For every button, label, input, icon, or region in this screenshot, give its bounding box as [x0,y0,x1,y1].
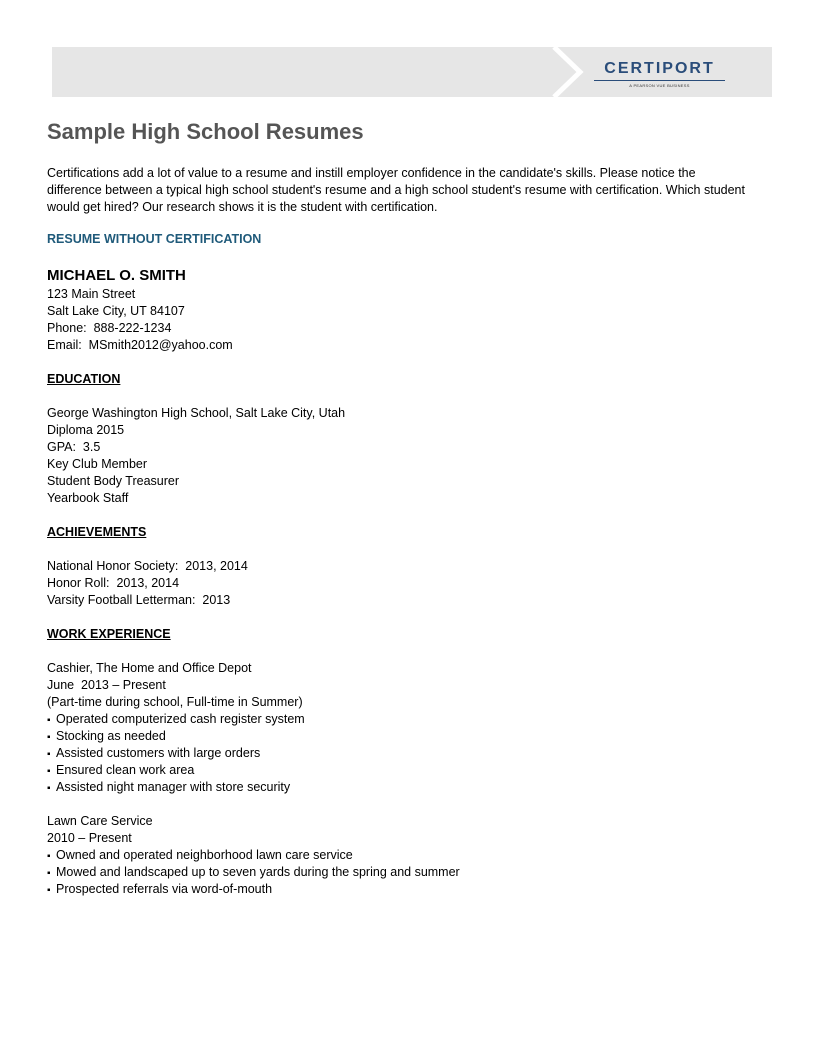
chevron-icon [550,47,590,97]
achievements-heading: ACHIEVEMENTS [47,525,147,539]
resume [47,266,747,898]
achievement-line: Honor Roll: 2013, 2014 [47,576,180,590]
resume-name: MICHAEL O. SMITH [47,267,186,284]
job-bullet: ▪ Stocking as needed [47,728,747,745]
education-line: Yearbook Staff [47,491,129,505]
job-bullet: ▪ Assisted customers with large orders [47,745,747,762]
education-heading: EDUCATION [47,372,121,386]
education-line: Key Club Member [47,457,148,471]
education-line: George Washington High School, Salt Lake City, Utah [47,406,346,420]
logo-wordmark: CERTIPORT [604,60,715,77]
education-line: Diploma 2015 [47,423,125,437]
job-title: Cashier, The Home and Office Depot [47,661,252,675]
education-line: Student Body Treasurer [47,474,180,488]
intro-paragraph: Certifications add a lot of value to a resume and instill employer confidence in the candidate's skills. Please notice the difference between a typical high school student's resume and a high school student's resume with certification. Which student would get hired? Our research shows it is the student with certification. [47,166,745,214]
job-bullet: ▪ Mowed and landscaped up to seven yards during the spring and summer [47,864,747,881]
job-bullet: ▪ Ensured clean work area [47,762,747,779]
achievement-line: National Honor Society: 2013, 2014 [47,559,248,573]
section-heading: RESUME WITHOUT CERTIFICATION [47,232,262,246]
job-bullet: ▪ Assisted night manager with store security [47,779,747,796]
job-bullet: ▪ Operated computerized cash register system [47,711,747,728]
job-title: Lawn Care Service [47,814,153,828]
job-dates: June 2013 – Present [47,678,166,692]
page-title: Sample High School Resumes [47,119,364,144]
job-bullet: ▪ Owned and operated neighborhood lawn care service [47,847,747,864]
job-bullets [47,847,747,898]
certiport-logo [592,53,727,91]
logo-underline [594,80,725,81]
achievement-line: Varsity Football Letterman: 2013 [47,593,231,607]
work-heading: WORK EXPERIENCE [47,627,171,641]
contact-email: Email: MSmith2012@yahoo.com [47,338,233,352]
header-banner [52,47,772,97]
job-bullet: ▪ Prospected referrals via word-of-mouth [47,881,747,898]
contact-address: 123 Main Street [47,287,136,301]
job-note: (Part-time during school, Full-time in Summer) [47,695,303,709]
job-dates: 2010 – Present [47,831,132,845]
logo-tagline: A PEARSON VUE BUSINESS [629,83,690,88]
contact-phone: Phone: 888-222-1234 [47,321,172,335]
education-line: GPA: 3.5 [47,440,101,454]
job-bullets [47,711,747,796]
contact-city: Salt Lake City, UT 84107 [47,304,185,318]
